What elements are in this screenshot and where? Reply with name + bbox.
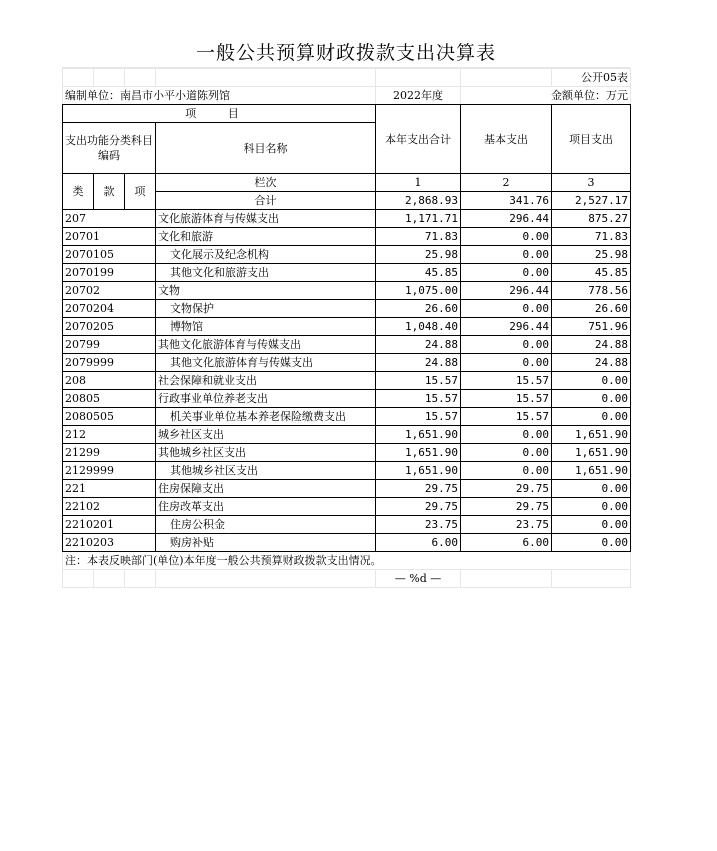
row-basic: 15.57 bbox=[461, 390, 552, 408]
row-total: 29.75 bbox=[376, 498, 461, 516]
row-name: 机关事业单位基本养老保险缴费支出 bbox=[156, 408, 376, 426]
row-total: 1,075.00 bbox=[376, 282, 461, 300]
row-name: 其他文化和旅游支出 bbox=[156, 264, 376, 282]
table-row bbox=[63, 498, 631, 516]
col-index-2: 2 bbox=[461, 174, 552, 192]
row-basic: 0.00 bbox=[461, 300, 552, 318]
page-number: — %d — bbox=[376, 570, 461, 588]
total-value-1: 2,868.93 bbox=[376, 192, 461, 210]
table-row bbox=[63, 210, 631, 228]
row-project: 24.88 bbox=[552, 354, 631, 372]
header-col3: 项目支出 bbox=[552, 105, 631, 174]
row-code: 207 bbox=[63, 210, 156, 228]
row-name: 购房补贴 bbox=[156, 534, 376, 552]
row-total: 24.88 bbox=[376, 354, 461, 372]
header-lei: 类 bbox=[63, 174, 94, 210]
note-row bbox=[63, 552, 631, 570]
row-code: 2210201 bbox=[63, 516, 156, 534]
row-total: 15.57 bbox=[376, 372, 461, 390]
row-total: 15.57 bbox=[376, 390, 461, 408]
row-basic: 0.00 bbox=[461, 426, 552, 444]
row-project: 875.27 bbox=[552, 210, 631, 228]
row-basic: 0.00 bbox=[461, 444, 552, 462]
row-project: 71.83 bbox=[552, 228, 631, 246]
row-basic: 0.00 bbox=[461, 246, 552, 264]
row-basic: 296.44 bbox=[461, 210, 552, 228]
row-code: 2070105 bbox=[63, 246, 156, 264]
row-project: 778.56 bbox=[552, 282, 631, 300]
row-project: 1,651.90 bbox=[552, 426, 631, 444]
header-kuan: 款 bbox=[94, 174, 125, 210]
row-basic: 29.75 bbox=[461, 480, 552, 498]
table-row bbox=[63, 462, 631, 480]
row-basic: 15.57 bbox=[461, 408, 552, 426]
row-total: 26.60 bbox=[376, 300, 461, 318]
row-project: 24.88 bbox=[552, 336, 631, 354]
meta-row bbox=[63, 87, 631, 105]
row-total: 24.88 bbox=[376, 336, 461, 354]
row-basic: 0.00 bbox=[461, 264, 552, 282]
row-total: 1,651.90 bbox=[376, 444, 461, 462]
row-code: 20702 bbox=[63, 282, 156, 300]
row-basic: 0.00 bbox=[461, 228, 552, 246]
row-code: 2210203 bbox=[63, 534, 156, 552]
row-name: 博物馆 bbox=[156, 318, 376, 336]
total-value-2: 341.76 bbox=[461, 192, 552, 210]
row-code: 2079999 bbox=[63, 354, 156, 372]
row-project: 0.00 bbox=[552, 516, 631, 534]
row-code: 20805 bbox=[63, 390, 156, 408]
table-row bbox=[63, 408, 631, 426]
table-row bbox=[63, 534, 631, 552]
row-basic: 6.00 bbox=[461, 534, 552, 552]
header-item: 项 目 bbox=[63, 105, 376, 123]
row-code: 2129999 bbox=[63, 462, 156, 480]
row-name: 住房改革支出 bbox=[156, 498, 376, 516]
row-project: 1,651.90 bbox=[552, 462, 631, 480]
row-code: 20701 bbox=[63, 228, 156, 246]
col-index-1: 1 bbox=[376, 174, 461, 192]
table-row bbox=[63, 480, 631, 498]
row-code: 2070204 bbox=[63, 300, 156, 318]
row-project: 0.00 bbox=[552, 534, 631, 552]
page-row bbox=[63, 570, 631, 588]
row-name: 住房公积金 bbox=[156, 516, 376, 534]
header-col2: 基本支出 bbox=[461, 105, 552, 174]
row-basic: 23.75 bbox=[461, 516, 552, 534]
row-name: 文物 bbox=[156, 282, 376, 300]
table-row bbox=[63, 426, 631, 444]
row-total: 25.98 bbox=[376, 246, 461, 264]
report-sheet bbox=[62, 40, 630, 588]
table-row bbox=[63, 516, 631, 534]
row-name: 住房保障支出 bbox=[156, 480, 376, 498]
row-total: 6.00 bbox=[376, 534, 461, 552]
fiscal-year: 2022年度 bbox=[376, 87, 461, 105]
row-total: 1,651.90 bbox=[376, 426, 461, 444]
table-row bbox=[63, 354, 631, 372]
row-basic: 29.75 bbox=[461, 498, 552, 516]
row-name: 行政事业单位养老支出 bbox=[156, 390, 376, 408]
row-project: 0.00 bbox=[552, 480, 631, 498]
header-col1: 本年支出合计 bbox=[376, 105, 461, 174]
form-number: 公开05表 bbox=[552, 69, 631, 87]
table-row bbox=[63, 228, 631, 246]
row-total: 15.57 bbox=[376, 408, 461, 426]
row-total: 23.75 bbox=[376, 516, 461, 534]
row-project: 0.00 bbox=[552, 498, 631, 516]
report-table bbox=[62, 68, 631, 588]
table-row bbox=[63, 318, 631, 336]
report-title: 一般公共预算财政拨款支出决算表 bbox=[62, 40, 630, 68]
col-index-3: 3 bbox=[552, 174, 631, 192]
header-name-label: 科目名称 bbox=[156, 123, 376, 174]
table-row bbox=[63, 390, 631, 408]
row-name: 其他城乡社区支出 bbox=[156, 444, 376, 462]
table-row bbox=[63, 372, 631, 390]
row-code: 2070205 bbox=[63, 318, 156, 336]
row-basic: 0.00 bbox=[461, 336, 552, 354]
header-code-label: 支出功能分类科目编码 bbox=[63, 123, 156, 174]
table-row bbox=[63, 336, 631, 354]
row-code: 221 bbox=[63, 480, 156, 498]
row-basic: 15.57 bbox=[461, 372, 552, 390]
row-name: 文化和旅游 bbox=[156, 228, 376, 246]
row-total: 1,048.40 bbox=[376, 318, 461, 336]
table-row bbox=[63, 246, 631, 264]
table-row bbox=[63, 444, 631, 462]
row-code: 2080505 bbox=[63, 408, 156, 426]
row-project: 0.00 bbox=[552, 372, 631, 390]
row-total: 29.75 bbox=[376, 480, 461, 498]
total-value-3: 2,527.17 bbox=[552, 192, 631, 210]
row-project: 26.60 bbox=[552, 300, 631, 318]
row-total: 71.83 bbox=[376, 228, 461, 246]
row-basic: 296.44 bbox=[461, 282, 552, 300]
row-code: 212 bbox=[63, 426, 156, 444]
header-row-4 bbox=[63, 174, 631, 192]
table-row bbox=[63, 282, 631, 300]
org-label: 编制单位：南昌市小平小道陈列馆 bbox=[63, 87, 376, 105]
row-code: 2070199 bbox=[63, 264, 156, 282]
row-project: 25.98 bbox=[552, 246, 631, 264]
row-project: 1,651.90 bbox=[552, 444, 631, 462]
row-basic: 0.00 bbox=[461, 462, 552, 480]
table-note: 注：本表反映部门(单位)本年度一般公共预算财政拨款支出情况。 bbox=[63, 552, 631, 570]
row-code: 21299 bbox=[63, 444, 156, 462]
row-project: 751.96 bbox=[552, 318, 631, 336]
row-total: 1,171.71 bbox=[376, 210, 461, 228]
header-xiang: 项 bbox=[125, 174, 156, 210]
row-name: 城乡社区支出 bbox=[156, 426, 376, 444]
row-name: 其他文化旅游体育与传媒支出 bbox=[156, 336, 376, 354]
total-label: 合计 bbox=[156, 192, 376, 210]
amount-unit: 金额单位：万元 bbox=[461, 87, 631, 105]
row-name: 文化旅游体育与传媒支出 bbox=[156, 210, 376, 228]
row-project: 45.85 bbox=[552, 264, 631, 282]
table-row bbox=[63, 300, 631, 318]
row-basic: 0.00 bbox=[461, 354, 552, 372]
row-name: 文物保护 bbox=[156, 300, 376, 318]
form-number-row bbox=[63, 69, 631, 87]
row-total: 1,651.90 bbox=[376, 462, 461, 480]
row-project: 0.00 bbox=[552, 390, 631, 408]
row-total: 45.85 bbox=[376, 264, 461, 282]
row-basic: 296.44 bbox=[461, 318, 552, 336]
header-lanci: 栏次 bbox=[156, 174, 376, 192]
row-name: 文化展示及纪念机构 bbox=[156, 246, 376, 264]
row-name: 社会保障和就业支出 bbox=[156, 372, 376, 390]
row-project: 0.00 bbox=[552, 408, 631, 426]
row-name: 其他文化旅游体育与传媒支出 bbox=[156, 354, 376, 372]
row-code: 20799 bbox=[63, 336, 156, 354]
row-code: 208 bbox=[63, 372, 156, 390]
table-row bbox=[63, 264, 631, 282]
row-code: 22102 bbox=[63, 498, 156, 516]
row-name: 其他城乡社区支出 bbox=[156, 462, 376, 480]
header-row-1 bbox=[63, 105, 631, 123]
